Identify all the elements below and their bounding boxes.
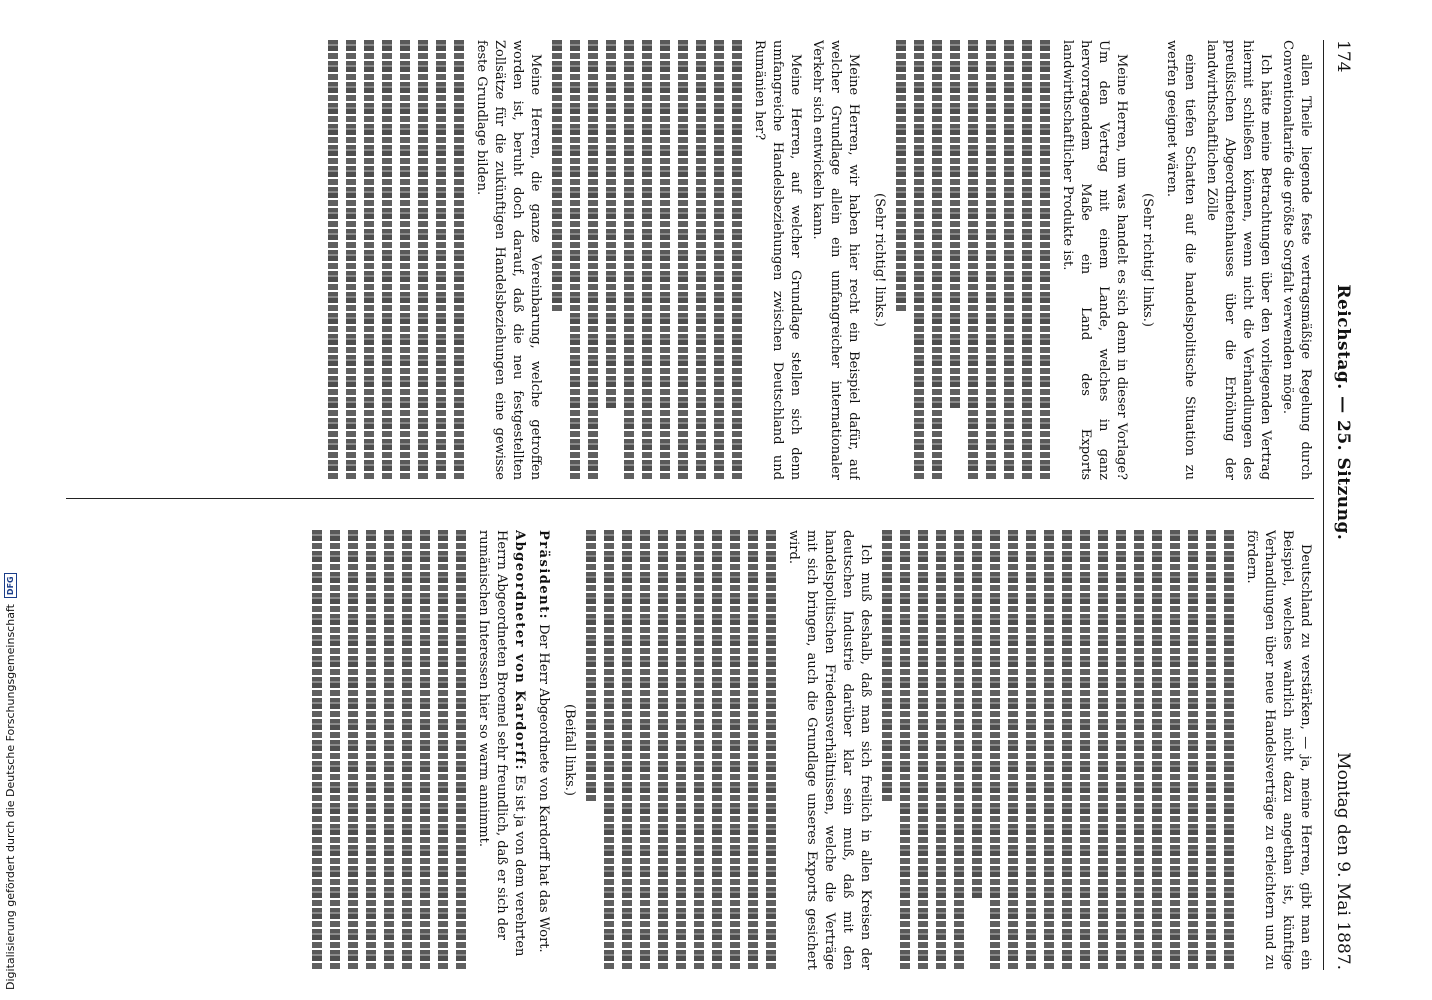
speaker-name: Abgeordneter von Kardorff: [512, 530, 527, 771]
right-para-1: Deutschland zu verstärken, — ja, meine Herren, gibt man ein Beispiel, welches wahrlich nicht dazu angethan ist, künftige Verhandlungen über neue Handelsverträge zu erleichtern und zu fördern. [1244, 530, 1313, 970]
header-title: Reichstag. — 25. Sitzung. [1333, 284, 1353, 541]
page-header [1326, 40, 1360, 970]
digitization-credit-text: Digitalisierung gefördert durch die Deutsche Forschungsgemeinschaft [4, 604, 17, 990]
illegible-text-block [312, 530, 466, 970]
speaker-text: Der Herr Abgeordnete von Kardorff hat das Wort. [536, 624, 551, 953]
speaker-text: Es ist ja von dem verehrten Herrn Abgeordneten Broemel sehr freundlich, daß er sich der rumänischen Interessen hier so warm annimmt. [476, 530, 527, 957]
interjection: (Sehr richtig! links.) [872, 193, 887, 327]
left-para-6: Meine Herren, auf welcher Grundlage stellen sich denn umfangreiche Handelsbeziehungen zwischen Deutschland und Rumänien her? [752, 40, 803, 480]
digitization-credit [0, 0, 26, 1000]
illegible-text-block [552, 40, 742, 480]
right-para-2: Ich muß deshalb, daß man sich freilich in allen Kreisen der deutschen Industrie darüber klar sein muß, daß mit den handelspolitischen Friedensverhältnissen, welche die Verträge mit sich bringen, auch die Grundlage unseres Exports gesichert wird. [786, 530, 873, 970]
left-para-5: Meine Herren, wir haben hier recht ein Beispiel dafür, auf welcher Grundlage allein ein umfangreicher internationaler Verkehr sich entwickeln kann. [810, 40, 861, 480]
dfg-logo-icon: DFG [4, 573, 17, 598]
left-para-2: Ich hätte meine Betrachtungen über den vorliegenden Vertrag hiermit schließen können, wenn nicht die Verhandlungen des preußischen Abgeordnetenhauses über die Erhöhung der landwirthschaftlichen Zölle [1204, 40, 1273, 480]
scanned-page [30, 0, 1432, 1000]
right-column [66, 530, 1314, 970]
left-column [66, 40, 1314, 480]
page-number: 174 [1333, 40, 1353, 73]
illegible-text-block [328, 40, 464, 480]
header-date: Montag den 9. Mai 1887. [1333, 752, 1353, 970]
illegible-text-block [882, 530, 1234, 970]
column-divider [66, 498, 1314, 499]
speaker-president [534, 530, 552, 970]
speaker-name: Präsident: [536, 530, 551, 620]
left-para-7: Meine Herren, die ganze Vereinbarung, welche getroffen worden ist, beruht doch darauf, daß die neu festgestellten Zollsätze für die zukünftigen Handelsbeziehungen eine gewisse feste Grundlage bilden. [474, 40, 543, 480]
left-para-3: einen tiefen Schatten auf die handelspolitische Situation zu werfen geeignet wären. [1164, 40, 1197, 480]
speaker-kardorff [474, 530, 528, 970]
left-para-4: Meine Herren, um was handelt es sich denn in dieser Vorlage? Um den Vertrag mit einem Lande, welches in ganz hervorragendem Maße ein Land des Exports landwirthschaftlicher Produkte ist. [1060, 40, 1129, 480]
header-rule [1323, 40, 1324, 970]
interjection: (Sehr richtig! links.) [1140, 193, 1155, 327]
illegible-text-block [896, 40, 1050, 480]
interjection: (Beifall links.) [562, 704, 577, 796]
illegible-text-block [586, 530, 776, 970]
left-para-1: allen Theile liegende feste vertragsmäßige Regelung durch Conventionaltarife die größte Sorgfalt verwenden möge. [1280, 40, 1313, 480]
